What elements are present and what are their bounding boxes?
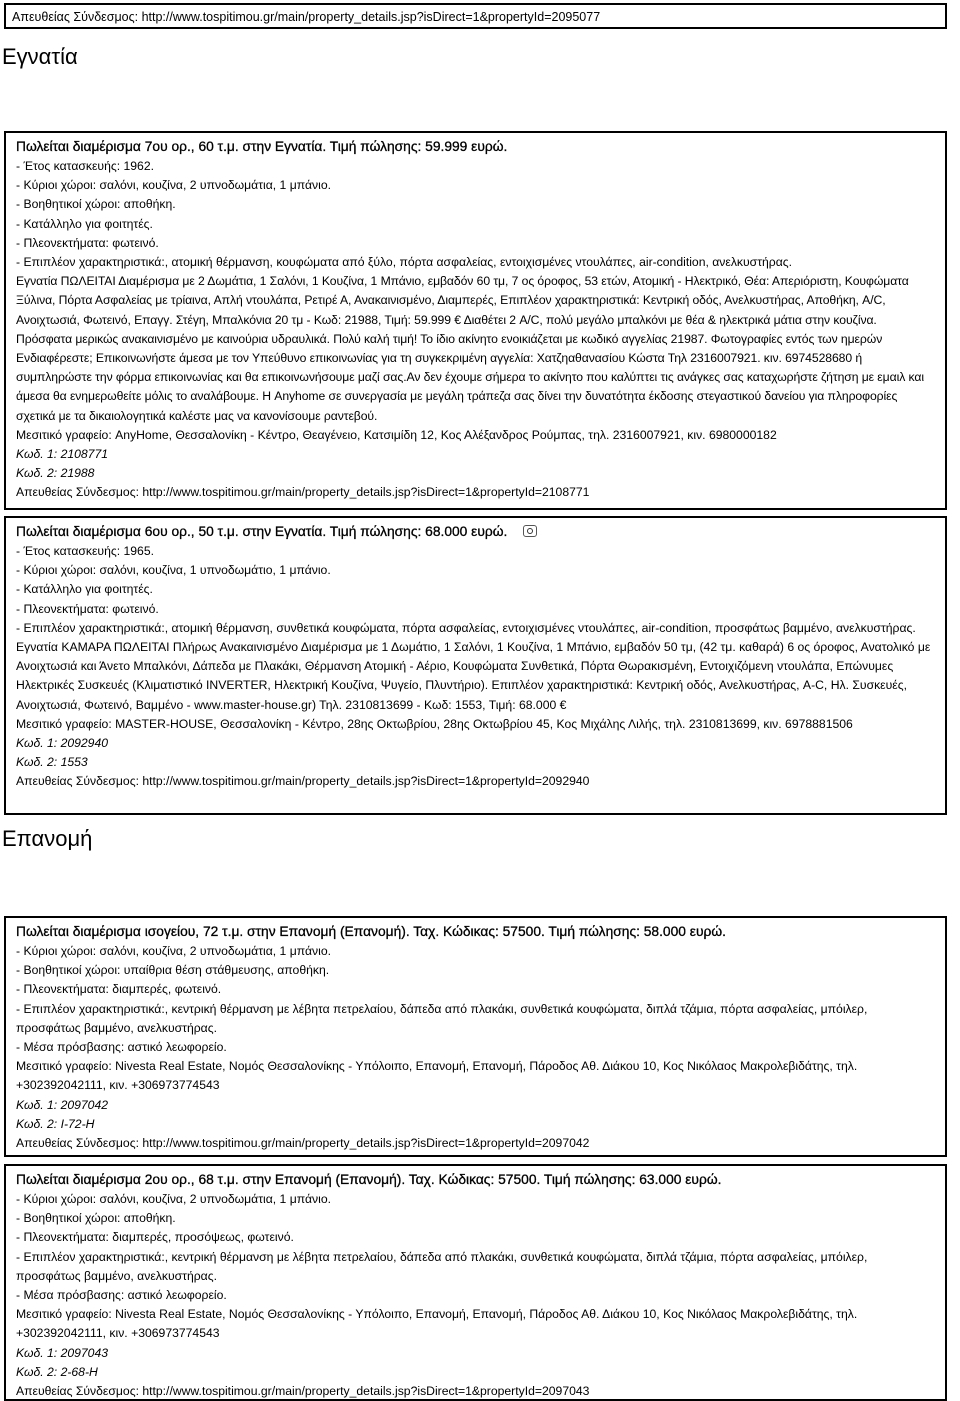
listing-feature: - Κατάλληλο για φοιτητές. xyxy=(16,216,153,231)
listing-direct-link[interactable]: Απευθείας Σύνδεσμος: http://www.tospitimou.gr/main/property_details.jsp?isDirect=1&propertyId=2097043 xyxy=(16,1384,590,1399)
listing-code-1: Κωδ. 1: 2108771 xyxy=(16,447,109,462)
listing-feature: - Επιπλέον χαρακτηριστικά:, κεντρική θέρμανση με λέβητα πετρελαίου, δάπεδα από πλακάκι, συνθετικά κουφώματα, διπλά τζάμια, πόρτα ασφαλείας, μπόιλερ, προσφάτως βαμμένο, ανελκυστήρας. xyxy=(16,1001,868,1035)
listing-description: Εγνατία ΠΩΛΕΙΤΑΙ Διαμέρισμα με 2 Δωμάτια, 1 Σαλόνι, 1 Κουζίνα, 1 Μπάνιο, εμβαδόν 60 τμ, 7 ος όροφος, 53 ετών, Ατομική - Ηλεκτρικό, Θέα: Απεριόριστη, Κουφώματα Ξύλινα, Πόρτα Ασφαλείας με τρίαινα, Απλή ντουλάπα, Ρετιρέ Α, Ανακαινισμένο, Διαμπερές, Επιπλέον χαρακτηριστικά: Κεντρική οδός, Ανελκυστήρας, Αποθήκη, A/C, Ανοιχτωσιά, Φωτεινό, Επαγγ. Στέγη, Μπαλκόνια 20 τμ - Κωδ: 21988, Τιμή: 59.999 € Διαθέτει 2 A/C, πολύ μεγάλο μπαλκόνι με θέα & ηλεκτρικά μάτια στην κουζίνα. Πρόσφατα μερικώς ανακαινισμένο με καινούρια υδραυλικά. Πολύ καλή τιμή! Το ίδιο ακίνητο ενοικιάζεται με κωδικό αγγελίας 21987. Φωτογραφίες εντός των ημερών Ενδιαφέρεστε; Επικοινωνήστε άμεσα με τον Υπεύθυνο επικοινωνίας για τη συγκεκριμένη αγγελία: Χατζηαθανασίου Κώστα Τηλ 2316007921. κιν. 6974528680 ή συμπληρώστε την φόρμα επικοινωνίας και θα επικοινωνήσουμε μαζί σας.Αν δεν έχουμε σήμερα το ακίνητο που καλύπτει τις ανάγκες σας καταχωρήστε ζήτηση με εμαιλ και άμεσα θα ενημερωθείτε μόλις το αναλάβουμε. Η Anyhome σε συνεργασία με μεγάλη τράπεζα σας δίνει την δυνατότητα έκδοσης στεγαστικού δανείου για πληροφορίες σχετικά με τα δικαιολογητικά καλέστε μας να κανονίσουμε ραντεβού. xyxy=(16,274,924,423)
listing-feature: - Κύριοι χώροι: σαλόνι, κουζίνα, 2 υπνοδωμάτια, 1 μπάνιο. xyxy=(16,1192,331,1206)
listing-agency: Μεσιτικό γραφείο: Nivesta Real Estate, Νομός Θεσσαλονίκης - Υπόλοιπο, Επανομή, Επανομή, Πάροδος Αθ. Διάκου 10, Κος Νικόλαος Μακρολεβιδάτης, τηλ. +302392042111, κιν. +306973774543 xyxy=(16,1307,858,1341)
section-title-epanomi: Επανομή xyxy=(2,826,93,851)
listing-code-1: Κωδ. 1: 2097043 xyxy=(16,1345,109,1360)
listing-heading: Πωλείται διαμέρισμα 7ου ορ., 60 τ.μ. στην Εγνατία. Τιμή πώλησης: 59.999 ευρώ. xyxy=(16,139,508,154)
listing-direct-link[interactable]: Απευθείας Σύνδεσμος: http://www.tospitimou.gr/main/property_details.jsp?isDirect=1&propertyId=2092940 xyxy=(16,774,590,789)
listing-heading: Πωλείται διαμέρισμα 2ου ορ., 68 τ.μ. στην Επανομή (Επανομή). Ταχ. Κώδικας: 57500. Τιμή πώλησης: 63.000 ευρώ. xyxy=(16,1172,722,1187)
listing-direct-link[interactable]: Απευθείας Σύνδεσμος: http://www.tospitimou.gr/main/property_details.jsp?isDirect=1&propertyId=2108771 xyxy=(16,485,590,500)
camera-icon[interactable] xyxy=(523,525,537,537)
listing-code-2: Κωδ. 2: 2-68-H xyxy=(16,1364,98,1379)
listing-feature: - Πλεονεκτήματα: διαμπερές, φωτεινό. xyxy=(16,982,222,997)
listing-feature: - Πλεονεκτήματα: φωτεινό. xyxy=(16,235,159,250)
listing-agency: Μεσιτικό γραφείο: Nivesta Real Estate, Νομός Θεσσαλονίκης - Υπόλοιπο, Επανομή, Επανομή, Πάροδος Αθ. Διάκου 10, Κος Νικόλαος Μακρολεβιδάτης, τηλ. +302392042111, κιν. +306973774543 xyxy=(16,1059,858,1093)
listing-code-2: Κωδ. 2: 1553 xyxy=(16,755,88,770)
listing-feature: - Κύριοι χώροι: σαλόνι, κουζίνα, 2 υπνοδωμάτια, 1 μπάνιο. xyxy=(16,944,331,958)
listing-feature: - Επιπλέον χαρακτηριστικά:, ατομική θέρμανση, κουφώματα από ξύλο, πόρτα ασφαλείας, εντοιχισμένες ντουλάπες, air-condition, ανελκυστήρας. xyxy=(16,255,793,270)
listing-heading: Πωλείται διαμέρισμα ισογείου, 72 τ.μ. στην Επανομή (Επανομή). Ταχ. Κώδικας: 57500. Τιμή πώλησης: 58.000 ευρώ. xyxy=(16,924,726,939)
listing-agency: Μεσιτικό γραφείο: MASTER-HOUSE, Θεσσαλονίκη - Κέντρο, 28ης Οκτωβρίου, 28ης Οκτωβρίου 45, Κος Μιχάλης Λιλής, τηλ. 2310813699, κιν. 6978881506 xyxy=(16,716,853,731)
listing-feature: - Μέσα πρόσβασης: αστικό λεωφορείο. xyxy=(16,1288,227,1303)
listing-feature: - Κύριοι χώροι: σαλόνι, κουζίνα, 2 υπνοδωμάτια, 1 μπάνιο. xyxy=(16,178,331,193)
listing-code-2: Κωδ. 2: I-72-H xyxy=(16,1116,95,1131)
listing-feature: - Πλεονεκτήματα: φωτεινό. xyxy=(16,601,159,616)
listing-feature: - Πλεονεκτήματα: διαμπερές, προσόψεως, φωτεινό. xyxy=(16,1230,294,1245)
listing-feature: - Έτος κατασκευής: 1962. xyxy=(16,159,154,173)
listing-card xyxy=(4,516,947,815)
listing-feature: - Βοηθητικοί χώροι: αποθήκη. xyxy=(16,1211,176,1226)
listing-feature: - Επιπλέον χαρακτηριστικά:, κεντρική θέρμανση με λέβητα πετρελαίου, δάπεδα από πλακάκι, συνθετικά κουφώματα, διπλά τζάμια, πόρτα ασφαλείας, μπόιλερ, προσφάτως βαμμένο, ανελκυστήρας. xyxy=(16,1249,868,1283)
listing-feature: - Κύριοι χώροι: σαλόνι, κουζίνα, 1 υπνοδωμάτιο, 1 μπάνιο. xyxy=(16,563,331,578)
listing-card xyxy=(4,131,947,510)
listing-code-2: Κωδ. 2: 21988 xyxy=(16,466,95,481)
listing-heading: Πωλείται διαμέρισμα 6ου ορ., 50 τ.μ. στην Εγνατία. Τιμή πώλησης: 68.000 ευρώ. xyxy=(16,524,508,539)
listing-feature: - Μέσα πρόσβασης: αστικό λεωφορείο. xyxy=(16,1040,227,1055)
listing-feature: - Επιπλέον χαρακτηριστικά:, ατομική θέρμανση, συνθετικά κουφώματα, πόρτα ασφαλείας, εντοιχισμένες ντουλάπες, air-condition, προσφάτως βαμμένο, ανελκυστήρας. xyxy=(16,620,916,635)
listing-card xyxy=(4,1164,947,1401)
listing-code-1: Κωδ. 1: 2092940 xyxy=(16,736,109,751)
listing-code-1: Κωδ. 1: 2097042 xyxy=(16,1097,109,1112)
listing-description: Εγνατία ΚΑΜΑΡΑ ΠΩΛΕΙΤΑΙ Πλήρως Ανακαινισμένο Διαμέρισμα με 1 Δωμάτιο, 1 Σαλόνι, 1 Κουζίνα, 1 Μπάνιο, εμβαδόν 50 τμ, (42 τμ. καθαρά) 6 ος όροφος, Ανατολικό με Ανοιχτωσιά και Άνετο Μπαλκόνι, Δάπεδα με Πλακάκι, Θέρμανση Ατομική - Αέριο, Κουφώματα Συνθετικά, Πόρτα Θωρακισμένη, Εντοιχιζόμενη ντουλάπα, Επώνυμες Ηλεκτρικές Συσκευές (Κλιματιστικό INVERTER, Ηλεκτρική Κουζίνα, Ψυγείο, Πλυντήριο). Επιπλέον χαρακτηριστικά: Κεντρική οδός, Ανελκυστήρας, A-C, Ηλ. Συσκευές, Ανοιχτωσιά, Φωτεινό, Βαμμένο - www.master-house.gr) Τηλ. 2310813699 - Κωδ: 1553, Τιμή: 68.000 € xyxy=(16,640,931,712)
listing-heading-row xyxy=(16,522,935,541)
listing-feature: - Βοηθητικοί χώροι: αποθήκη. xyxy=(16,197,176,212)
listing-direct-link[interactable]: Απευθείας Σύνδεσμος: http://www.tospitimou.gr/main/property_details.jsp?isDirect=1&propertyId=2097042 xyxy=(16,1136,590,1151)
listing-feature: - Έτος κατασκευής: 1965. xyxy=(16,544,154,558)
section-title-egnatia: Εγνατία xyxy=(2,44,78,69)
listing-card xyxy=(4,916,947,1157)
listing-feature: - Κατάλληλο για φοιτητές. xyxy=(16,582,153,597)
listing-agency: Μεσιτικό γραφείο: AnyHome, Θεσσαλονίκη - Κέντρο, Θεαγένειο, Κατσιμίδη 12, Κος Αλέξανδρος Ρούμπας, τηλ. 2316007921, κιν. 6980000182 xyxy=(16,427,777,442)
listing-feature: - Βοηθητικοί χώροι: υπαίθρια θέση στάθμευσης, αποθήκη. xyxy=(16,963,330,978)
top-direct-link[interactable]: Απευθείας Σύνδεσμος: http://www.tospitimou.gr/main/property_details.jsp?isDirect=1&propertyId=2095077 xyxy=(4,3,947,29)
